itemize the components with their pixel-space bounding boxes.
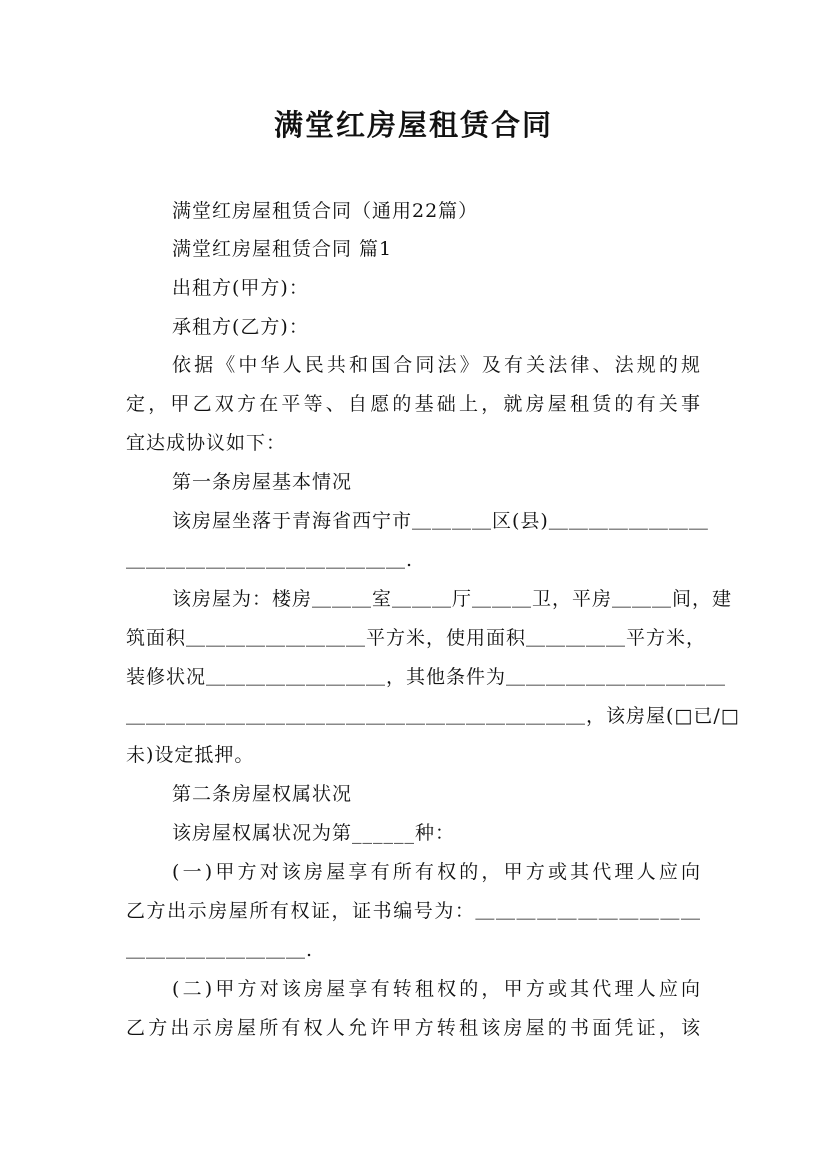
paragraph-line: ＿＿＿＿＿＿＿＿＿＿＿＿＿＿＿＿＿＿＿＿＿＿＿，该房屋(□已/□	[126, 705, 740, 727]
paragraph-line: 筑面积＿＿＿＿＿＿＿＿＿平方米，使用面积＿＿＿＿＿平方米，	[126, 627, 707, 649]
paragraph-line: 装修状况＿＿＿＿＿＿＿＿＿，其他条件为＿＿＿＿＿＿＿＿＿＿＿	[126, 666, 727, 688]
paragraph-line: 乙方出示房屋所有权人允许甲方转租该房屋的书面凭证，该	[126, 1017, 701, 1039]
article-heading: 第二条房屋权属状况	[172, 783, 353, 805]
section-heading: 满堂红房屋租赁合同 篇1	[172, 238, 393, 260]
paragraph-line: (二)甲方对该房屋享有转租权的，甲方或其代理人应向	[172, 978, 701, 1000]
paragraph-line: 乙方出示房屋所有权证，证书编号为：＿＿＿＿＿＿＿＿＿＿＿	[126, 900, 701, 922]
article-heading: 第一条房屋基本情况	[172, 471, 353, 493]
paragraph-line: (一)甲方对该房屋享有所有权的，甲方或其代理人应向	[172, 861, 701, 883]
paragraph-line: 依据《中华人民共和国合同法》及有关法律、法规的规	[172, 354, 701, 376]
paragraph-line: 未)设定抵押。	[126, 744, 255, 766]
paragraph-line: ＿＿＿＿＿＿＿＿＿.	[126, 939, 314, 961]
document-title: 满堂红房屋租赁合同	[273, 108, 553, 142]
subtitle-line: 满堂红房屋租赁合同（通用22篇）	[172, 200, 479, 222]
lessee-line: 承租方(乙方)：	[172, 316, 309, 338]
paragraph-line: ＿＿＿＿＿＿＿＿＿＿＿＿＿＿.	[126, 549, 414, 571]
paragraph-line: 该房屋坐落于青海省西宁市＿＿＿＿区(县)＿＿＿＿＿＿＿＿	[172, 510, 709, 532]
lessor-line: 出租方(甲方)：	[172, 277, 309, 299]
paragraph-line: 该房屋权属状况为第______种：	[172, 822, 456, 844]
paragraph-line: 该房屋为：楼房＿＿＿室＿＿＿厅＿＿＿卫，平房＿＿＿间，建	[172, 588, 733, 610]
paragraph-line: 宜达成协议如下：	[126, 432, 287, 454]
paragraph-line: 定，甲乙双方在平等、自愿的基础上，就房屋租赁的有关事	[126, 393, 701, 415]
